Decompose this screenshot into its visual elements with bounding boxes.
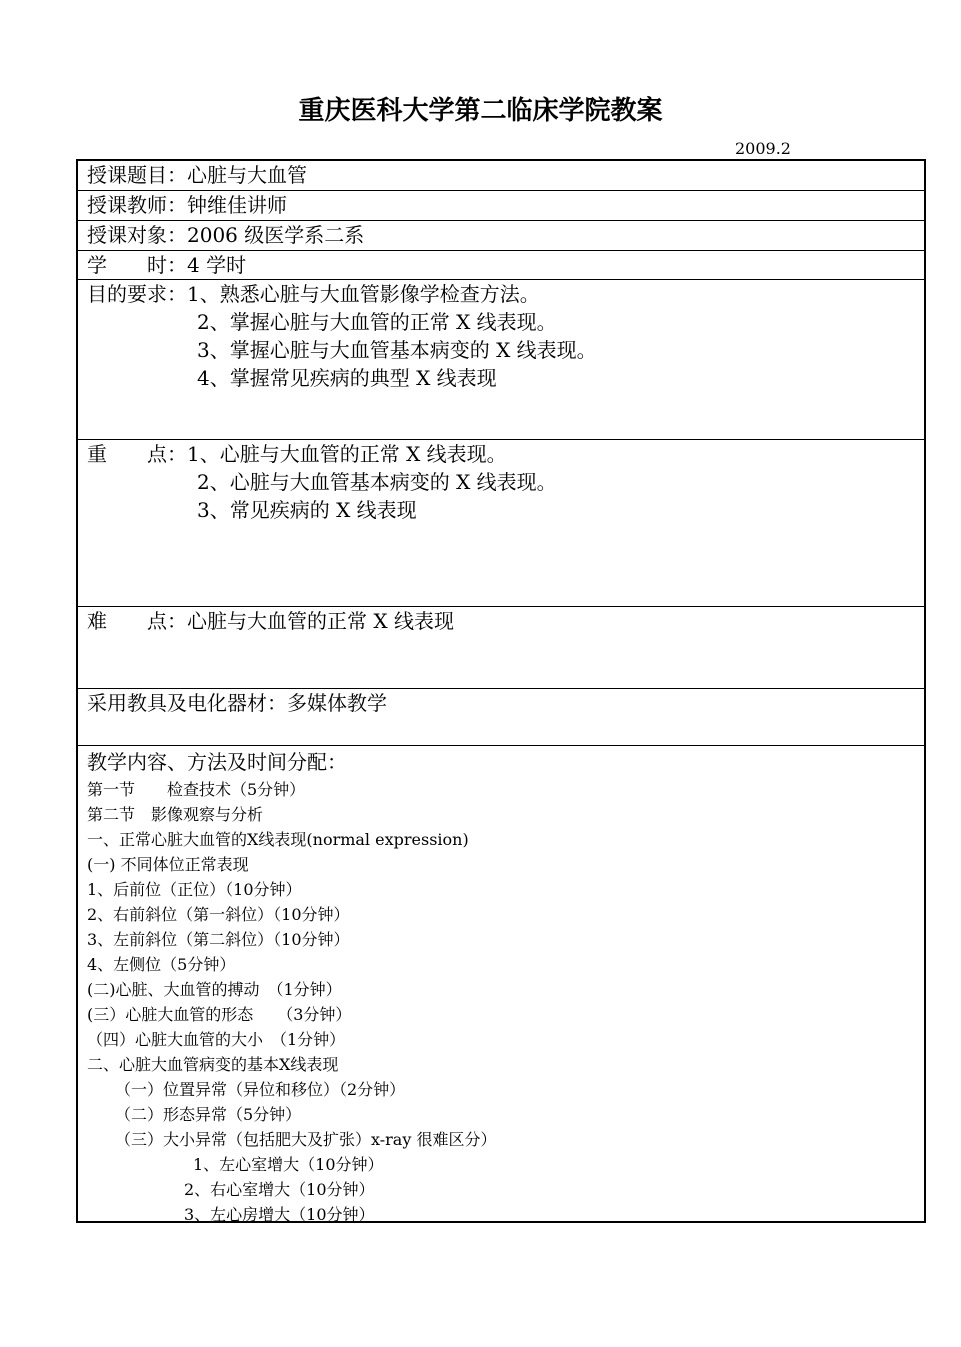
content-line: (二)心脏、大血管的搏动 （1分钟） bbox=[87, 980, 342, 999]
content-line: （一）位置异常（异位和移位）（2分钟） bbox=[115, 1080, 406, 1099]
tools-text: 采用教具及电化器材：多媒体教学 bbox=[87, 691, 387, 715]
content-line: （三）大小异常（包括肥大及扩张）x-ray 很难区分） bbox=[115, 1130, 497, 1149]
key-points-row bbox=[78, 440, 924, 607]
content-line: (一) 不同体位正常表现 bbox=[87, 855, 249, 874]
content-line: (三）心脏大血管的形态 （3分钟） bbox=[87, 1005, 352, 1024]
content-line: （四）心脏大血管的大小 （1分钟） bbox=[87, 1030, 346, 1049]
content-line: 3、左前斜位（第二斜位）（10分钟） bbox=[87, 930, 350, 949]
content-line: 二、心脏大血管病变的基本X线表现 bbox=[87, 1055, 339, 1074]
content-row bbox=[78, 746, 924, 1224]
content-line: 第二节 影像观察与分析 bbox=[87, 805, 264, 824]
hours-row bbox=[78, 251, 924, 280]
content-heading: 教学内容、方法及时间分配： bbox=[87, 750, 347, 774]
hours-label: 学 时： bbox=[87, 253, 187, 277]
key-point-item: 2、心脏与大血管基本病变的 X 线表现。 bbox=[197, 470, 557, 494]
document-date: 2009.2 bbox=[735, 139, 791, 158]
teacher-text: 授课教师：钟维佳讲师 bbox=[87, 193, 287, 217]
content-line: 1、左心室增大（10分钟） bbox=[193, 1155, 384, 1174]
content-line: 4、左侧位（5分钟） bbox=[87, 955, 236, 974]
content-line: 2、右心室增大（10分钟） bbox=[184, 1180, 375, 1199]
topic-row bbox=[78, 161, 924, 191]
content-line: 2、右前斜位（第一斜位）（10分钟） bbox=[87, 905, 350, 924]
difficult-text: 难 点：心脏与大血管的正常 X 线表现 bbox=[87, 609, 454, 633]
teacher-row bbox=[78, 191, 924, 221]
hours-value: 4 学时 bbox=[187, 253, 247, 277]
key-points-label: 重 点： bbox=[87, 442, 187, 466]
audience-text: 授课对象：2006 级医学系二系 bbox=[87, 223, 365, 247]
content-line: 3、左心房增大（10分钟） bbox=[184, 1205, 375, 1224]
document-title: 重庆医科大学第二临床学院教案 bbox=[298, 96, 663, 126]
goal-item: 4、掌握常见疾病的典型 X 线表现 bbox=[197, 366, 497, 390]
key-point-item: 3、常见疾病的 X 线表现 bbox=[197, 498, 417, 522]
goal-item: 1、熟悉心脏与大血管影像学检查方法。 bbox=[187, 282, 540, 306]
content-line: （二）形态异常（5分钟） bbox=[115, 1105, 302, 1124]
goal-item: 3、掌握心脏与大血管基本病变的 X 线表现。 bbox=[197, 338, 597, 362]
goal-item: 2、掌握心脏与大血管的正常 X 线表现。 bbox=[197, 310, 557, 334]
difficult-row bbox=[78, 607, 924, 689]
key-point-item: 1、心脏与大血管的正常 X 线表现。 bbox=[187, 442, 507, 466]
goals-row bbox=[78, 280, 924, 440]
lesson-plan-table bbox=[76, 159, 926, 1223]
goals-label: 目的要求： bbox=[87, 282, 187, 306]
content-line: 一、正常心脏大血管的X线表现(normal expression) bbox=[87, 830, 469, 849]
audience-row bbox=[78, 221, 924, 251]
content-line: 1、后前位（正位）（10分钟） bbox=[87, 880, 302, 899]
tools-row bbox=[78, 689, 924, 746]
content-line: 第一节 检查技术（5分钟） bbox=[87, 780, 306, 799]
topic-text: 授课题目：心脏与大血管 bbox=[87, 163, 307, 187]
